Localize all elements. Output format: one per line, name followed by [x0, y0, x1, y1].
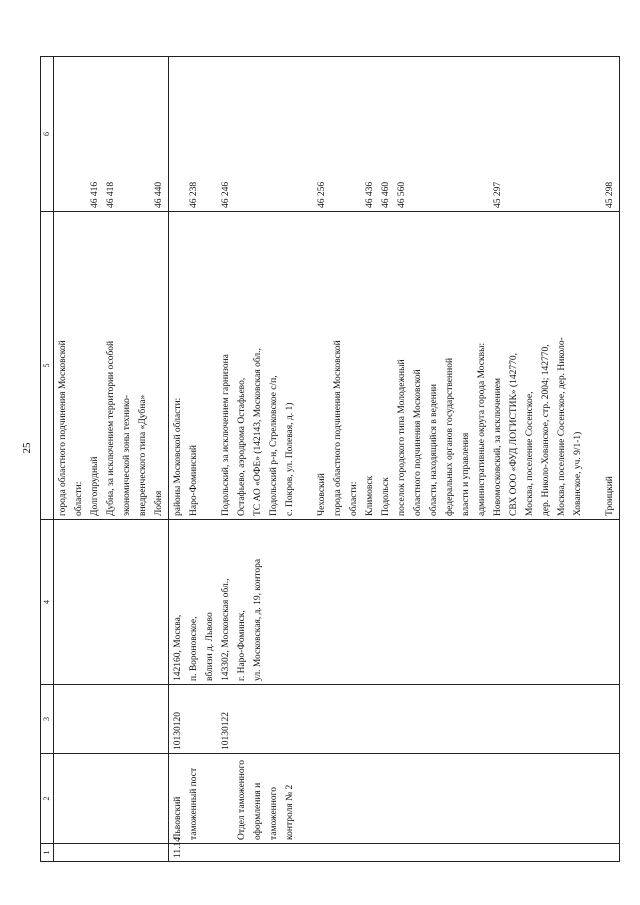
col-header-4: 4 — [41, 520, 54, 685]
post-name-line — [202, 757, 218, 840]
territory-line: дер. Николо-Хованское, стр. 2004; 142770, — [541, 344, 551, 516]
okato-code: 46 256 — [317, 181, 327, 208]
territory-line: Лобня — [154, 490, 164, 516]
territory-line: Подольск — [381, 477, 391, 516]
column-number-row — [41, 57, 54, 862]
post-name-line: контроля № 2 — [285, 784, 295, 840]
page-number: 25 — [21, 442, 33, 454]
territory-line — [586, 215, 602, 516]
post-name-line: Отдел таможенного — [237, 759, 247, 840]
okato-code — [282, 60, 298, 208]
okato-code — [426, 60, 442, 208]
cell-post-name — [54, 754, 169, 844]
okato-code: 45 298 — [605, 181, 615, 208]
col-header-2: 2 — [41, 754, 54, 844]
col-header-5: 5 — [41, 212, 54, 520]
territory-line: Остафьево, аэродрома Остафьево, — [237, 377, 247, 516]
okato-code: 46 436 — [365, 181, 375, 208]
post-code — [186, 688, 202, 750]
okato-code — [586, 60, 602, 208]
post-code: 10130120 — [173, 712, 183, 750]
territory-line — [298, 215, 314, 516]
territory-line: экономической зоны технико- — [122, 395, 132, 516]
post-name-line: Львовский таможенный пост — [173, 767, 199, 840]
okato-code — [266, 60, 282, 208]
cell-address — [169, 520, 620, 685]
cell-post-name — [169, 754, 620, 844]
post-code: 10130122 — [221, 712, 231, 750]
address-line: п. Вороновское, — [189, 616, 199, 681]
territory-line: области: — [349, 481, 359, 516]
cell-territory — [169, 212, 620, 520]
territory-line: власти и управления — [461, 432, 471, 516]
okato-code — [346, 60, 362, 208]
okato-code — [71, 60, 87, 208]
col-header-6: 6 — [41, 57, 54, 212]
okato-code — [458, 60, 474, 208]
customs-table — [40, 56, 620, 862]
post-code — [202, 688, 218, 750]
col-header-1: 1 — [41, 844, 54, 862]
territory-line: Чеховский — [317, 473, 327, 516]
territory-line: федеральных органов государственной — [445, 357, 455, 516]
address-line: 143302, Московская обл., — [221, 578, 231, 681]
okato-code — [474, 60, 490, 208]
address-line: ул. Московская, д. 19, контора — [253, 558, 263, 681]
territory-line: области: — [74, 481, 84, 516]
cell-code — [169, 685, 620, 754]
okato-code — [506, 60, 522, 208]
cell-territory — [54, 212, 169, 520]
rotated-table-container — [40, 57, 615, 862]
territory-line: поселок городского типа Молодежный — [397, 359, 407, 516]
okato-code: 46 418 — [106, 181, 116, 208]
territory-line: районы Московской области: — [173, 397, 183, 516]
cell-number — [54, 844, 169, 862]
territory-line: ТС АО «ОФЕ» (142143, Московская обл., — [253, 348, 263, 516]
cell-number: 11.14 — [169, 844, 620, 862]
okato-code — [538, 60, 554, 208]
okato-code — [135, 60, 151, 208]
okato-code: 46 460 — [381, 181, 391, 208]
okato-code — [410, 60, 426, 208]
okato-code: 46 246 — [221, 181, 231, 208]
post-name-line — [218, 757, 234, 840]
okato-code — [170, 60, 186, 208]
territory-line: города областного подчинения Московской — [58, 340, 68, 516]
col-header-3: 3 — [41, 685, 54, 754]
okato-code — [522, 60, 538, 208]
territory-line: Москва, поселение Сосенское, — [525, 391, 535, 516]
okato-code — [202, 60, 218, 208]
territory-line: Климовск — [365, 475, 375, 516]
cell-address — [54, 520, 169, 685]
territory-line: Дубна, за исключением территории особой — [106, 340, 116, 516]
address-line: вблизи д. Львово — [205, 612, 215, 681]
cell-okato — [169, 57, 620, 212]
territory-line: Троицкий — [605, 476, 615, 516]
territory-line — [202, 215, 218, 516]
territory-line: с. Покров, ул. Полевая, д. 1) — [285, 402, 295, 516]
okato-code — [570, 60, 586, 208]
territory-line: города областного подчинения Московской — [333, 340, 343, 516]
territory-line: Подольский р-н, Стрелковское с/п, — [269, 375, 279, 516]
territory-line: Москва, поселение Сосенское, дер. Николо- — [557, 337, 567, 516]
territory-line: областного подчинения Московской — [413, 369, 423, 516]
post-name-line: оформления и таможенного — [253, 782, 279, 840]
address-line: г. Наро-Фоминск, — [237, 610, 247, 681]
cell-code — [54, 685, 169, 754]
okato-code — [119, 60, 135, 208]
okato-code — [234, 60, 250, 208]
territory-line: Подольский, за исключением гарнизона — [221, 354, 231, 516]
okato-code — [330, 60, 346, 208]
territory-line: СВХ ООО «ФУД ЛОГИСТИК» (142770, — [509, 353, 519, 516]
okato-code: 45 297 — [493, 181, 503, 208]
okato-code: 46 238 — [189, 181, 199, 208]
okato-code — [298, 60, 314, 208]
okato-code — [554, 60, 570, 208]
table-row — [54, 57, 169, 862]
territory-line: Хованское, уч. 9/1-1) — [573, 431, 583, 516]
okato-code — [250, 60, 266, 208]
okato-code — [442, 60, 458, 208]
table-row — [169, 57, 620, 862]
okato-code: 46 560 — [397, 181, 407, 208]
territory-line: области, находящийся в ведении — [429, 383, 439, 516]
address-line: 142160, Москва, — [173, 614, 183, 681]
okato-code: 46 440 — [154, 181, 164, 208]
okato-code: 46 416 — [90, 181, 100, 208]
territory-line: административные округа города Москвы: — [477, 342, 487, 516]
territory-line: Наро-Фоминский — [189, 445, 199, 516]
cell-okato — [54, 57, 169, 212]
territory-line: внедренческого типа «Дубна» — [138, 394, 148, 516]
territory-line: Новомосковский, за исключением — [493, 377, 503, 516]
okato-code — [55, 60, 71, 208]
territory-line: Долгопрудный — [90, 456, 100, 516]
